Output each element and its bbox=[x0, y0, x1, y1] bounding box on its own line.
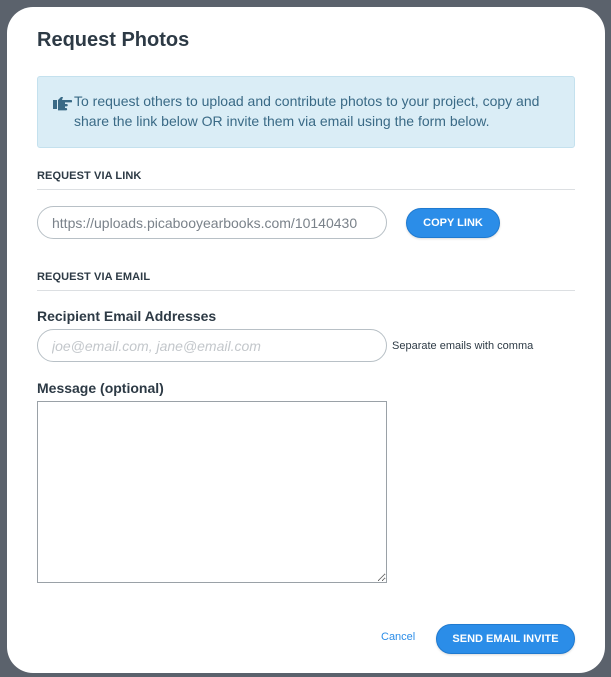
copy-link-button[interactable]: COPY LINK bbox=[406, 208, 500, 238]
cancel-link[interactable]: Cancel bbox=[381, 631, 416, 643]
info-text: To request others to upload and contribute photos to your project, copy and share the link below OR invite them via email using the form below. bbox=[74, 93, 540, 129]
email-section-label: REQUEST VIA EMAIL bbox=[37, 271, 151, 283]
message-textarea[interactable] bbox=[37, 401, 387, 583]
recipient-emails-input[interactable] bbox=[37, 329, 387, 362]
link-section-divider bbox=[37, 189, 575, 190]
recipients-label: Recipient Email Addresses bbox=[37, 308, 217, 324]
share-link-field[interactable] bbox=[37, 206, 387, 239]
pointing-hand-icon bbox=[52, 95, 72, 111]
recipients-hint: Separate emails with comma bbox=[392, 340, 534, 352]
link-section-label: REQUEST VIA LINK bbox=[37, 170, 142, 182]
send-email-invite-button[interactable]: SEND EMAIL INVITE bbox=[436, 624, 575, 654]
email-section-divider bbox=[37, 290, 575, 291]
request-photos-dialog bbox=[7, 7, 605, 673]
message-label: Message (optional) bbox=[37, 380, 164, 396]
info-banner bbox=[37, 76, 575, 148]
dialog-title: Request Photos bbox=[37, 29, 190, 51]
